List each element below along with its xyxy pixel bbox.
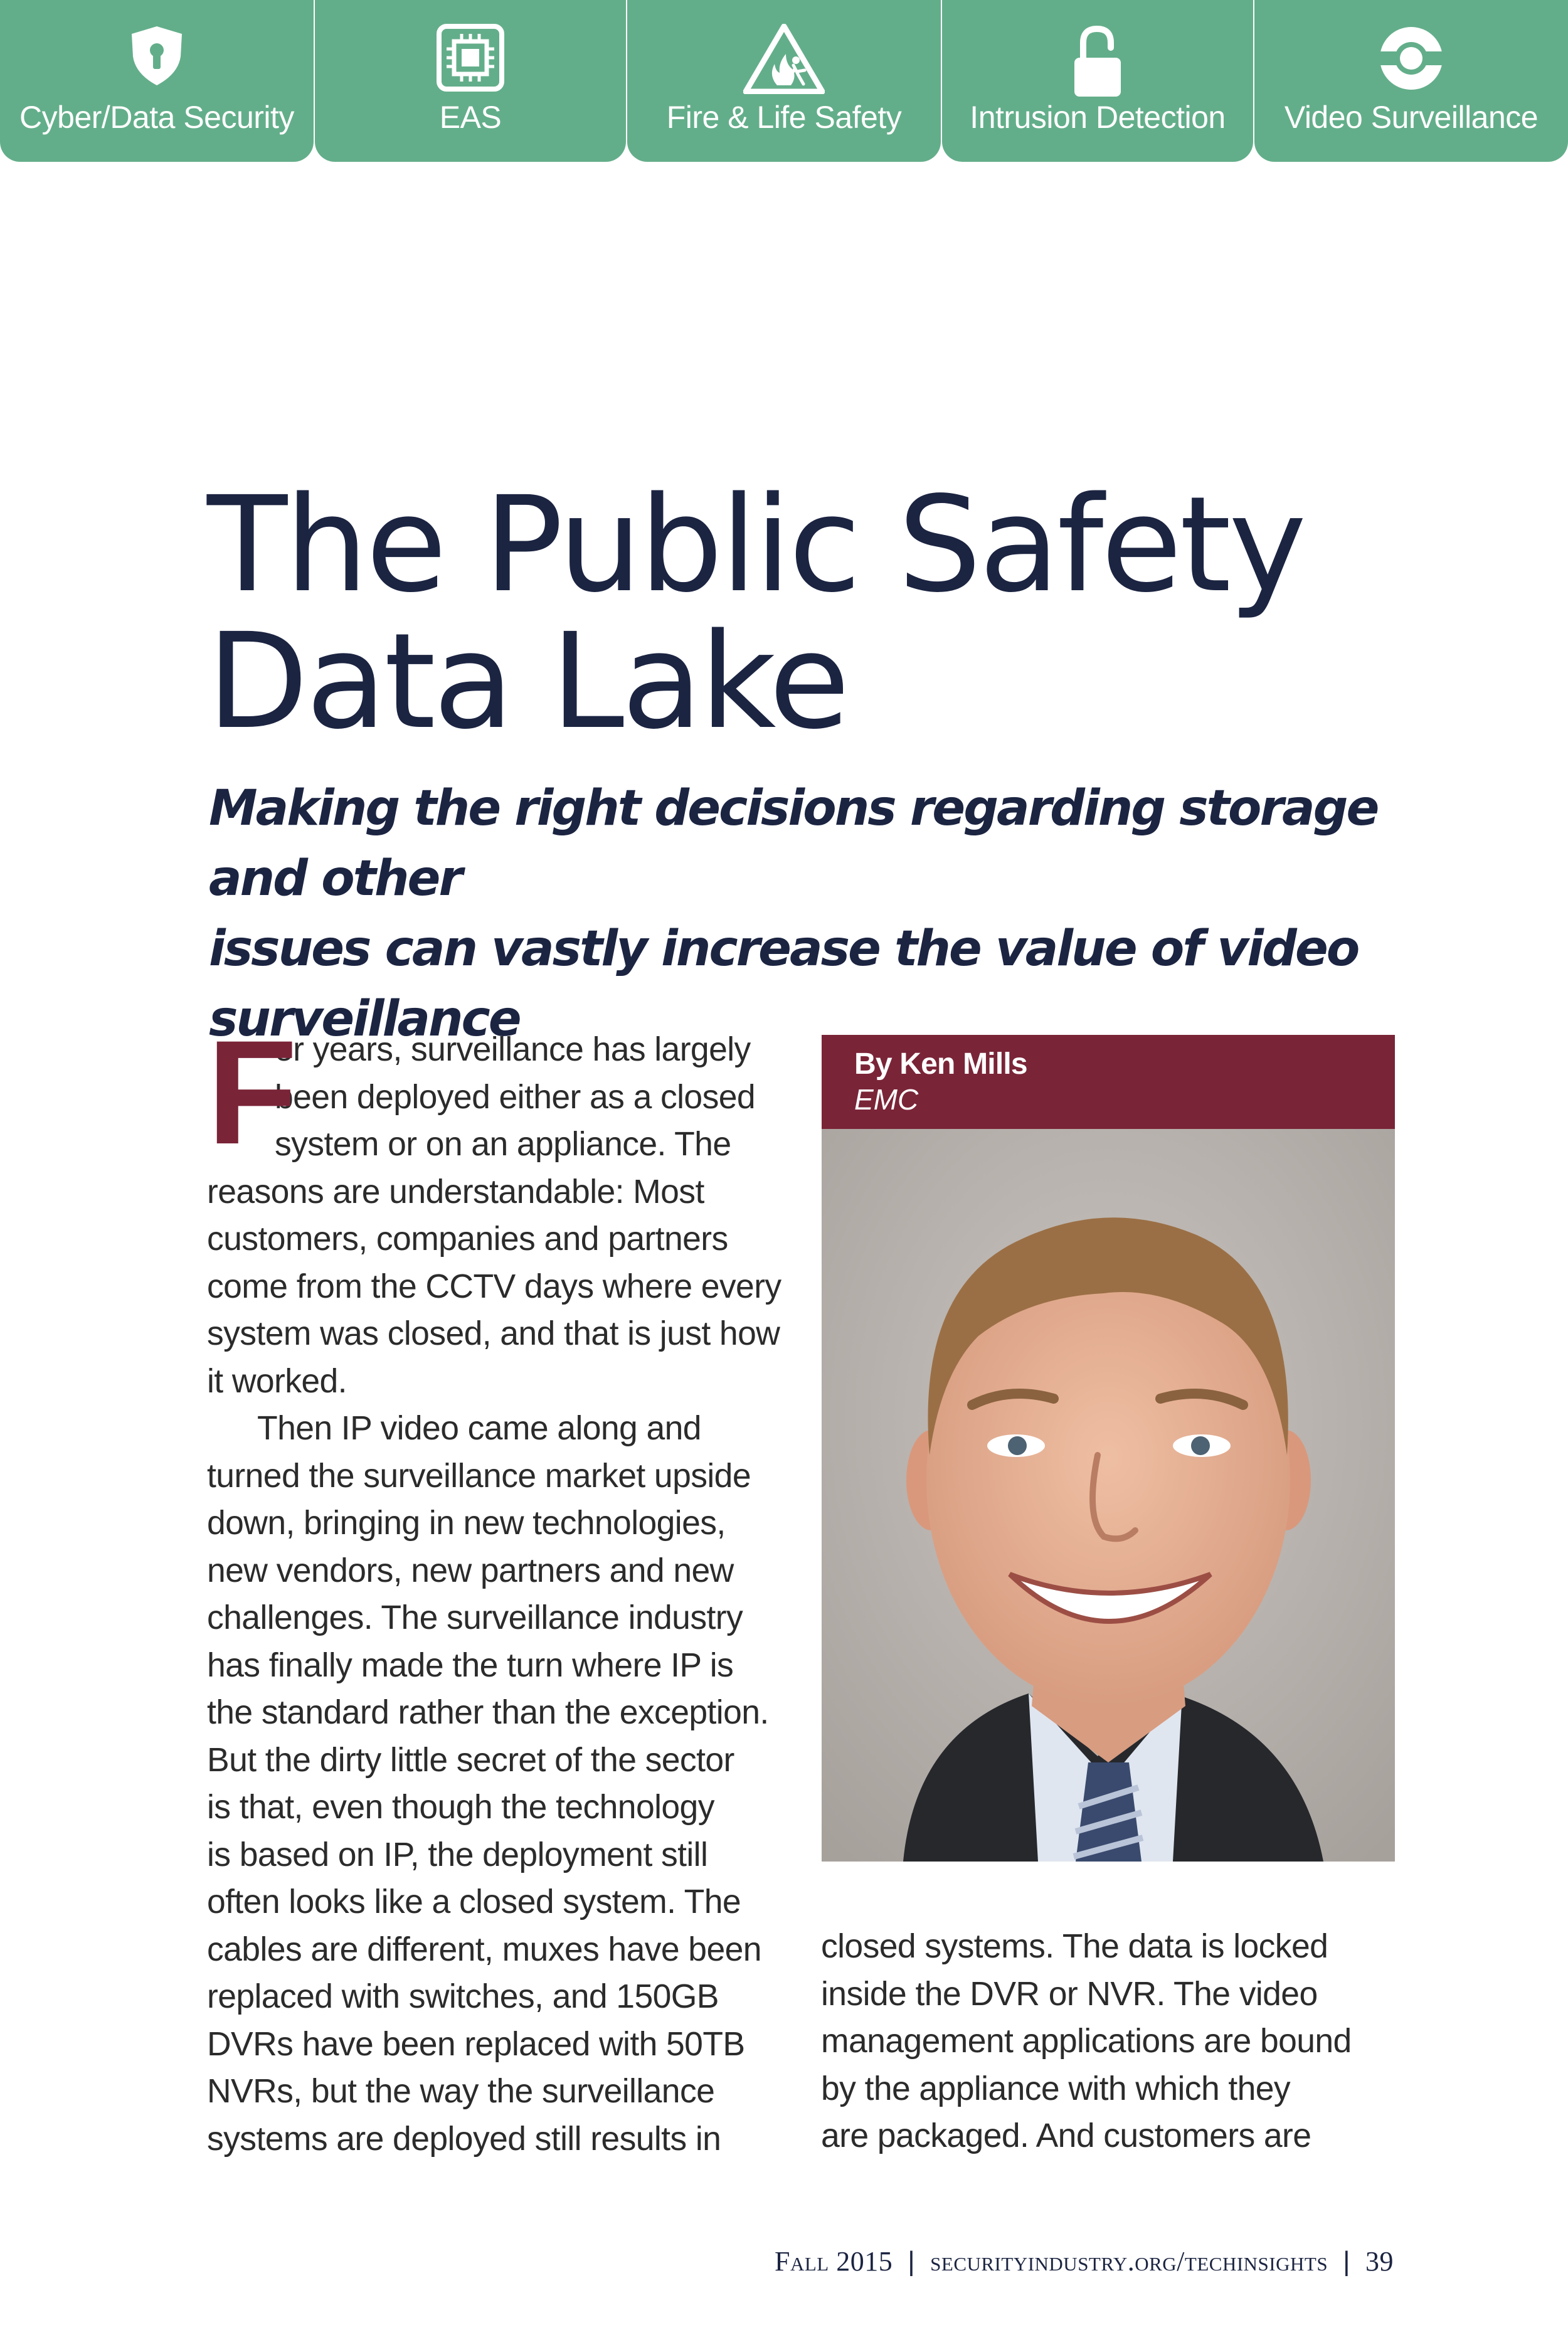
tab-label: Video Surveillance [1284, 100, 1539, 135]
tab-label: Fire & Life Safety [666, 100, 902, 135]
text-line: DVRs have been replaced with 50TB [207, 2025, 745, 2063]
paragraph-1 [207, 1010, 784, 1405]
article-title [207, 468, 1399, 758]
text-line: But the dirty little secret of the sector [207, 1741, 734, 1779]
chip-icon [315, 24, 626, 92]
tab-eas[interactable] [315, 0, 626, 162]
text-line: customers, companies and partners [207, 1221, 728, 1258]
title-line-2: Data Lake [207, 605, 848, 758]
text-line: challenges. The surveillance industry [207, 1599, 743, 1636]
unlocked-padlock-icon [942, 24, 1253, 99]
text-line: reasons are understandable: Most [207, 1173, 704, 1210]
text-line: the standard rather than the exception. [207, 1694, 769, 1731]
text-line: is based on IP, the deployment still [207, 1836, 708, 1873]
tab-cyber-data-security[interactable] [0, 0, 314, 162]
text-line: are packaged. And customers are [821, 2117, 1311, 2154]
byline-box [822, 1035, 1395, 1129]
text-line: often looks like a closed system. The [207, 1883, 741, 1920]
text-line: inside the DVR or NVR. The video [821, 1975, 1318, 2013]
tab-fire-life-safety[interactable] [627, 0, 941, 162]
text-line: by the appliance with which they [821, 2070, 1291, 2107]
text-line: is that, even though the technology [207, 1789, 714, 1826]
page-footer [0, 2245, 1394, 2277]
category-tab-bar [0, 0, 1568, 164]
article-subtitle [209, 773, 1401, 1054]
body-column-left [207, 1010, 784, 2163]
text-line: management applications are bound [821, 2023, 1352, 2060]
text-line: systems are deployed still results in [207, 2120, 721, 2158]
text-line: it worked. [207, 1362, 347, 1400]
text-line: cables are different, muxes have been [207, 1931, 761, 1968]
website-link[interactable]: securityindustry.org/techinsights [930, 2246, 1328, 2277]
tab-label: EAS [439, 100, 502, 135]
text-line: has finally made the turn where IP is [207, 1646, 734, 1684]
text-line: closed systems. The data is locked [821, 1928, 1328, 1965]
camera-eye-icon [1254, 24, 1568, 93]
footer-divider: | [908, 2246, 916, 2277]
footer-divider: | [1343, 2246, 1350, 2277]
text-line: come from the CCTV days where every [207, 1268, 781, 1305]
text-line: or years, surveillance has largely [275, 1031, 751, 1068]
text-line: system or on an appliance. The [275, 1126, 731, 1163]
drop-cap: F [207, 1010, 297, 1175]
fire-exit-icon [627, 24, 941, 94]
text-line: turned the surveillance market upside [207, 1457, 751, 1495]
author-portrait-photo [822, 1129, 1395, 1862]
shield-lock-icon [0, 24, 314, 87]
subtitle-line-2: issues can vastly increase the value of video surveillance [209, 921, 1359, 1047]
text-line: replaced with switches, and 150GB [207, 1978, 719, 2015]
text-line: system was closed, and that is just how [207, 1315, 780, 1352]
tab-intrusion-detection[interactable] [942, 0, 1253, 162]
text-line: been deployed either as a closed [275, 1078, 756, 1116]
page-number: 39 [1365, 2246, 1394, 2277]
body-column-right [821, 1923, 1398, 2160]
paragraph-2 [207, 1405, 784, 2163]
author-company: EMC [854, 1083, 919, 1116]
author-name: By Ken Mills [854, 1047, 1027, 1081]
issue-date: Fall 2015 [774, 2246, 893, 2277]
text-line: down, bringing in new technologies, [207, 1505, 726, 1542]
tab-label: Cyber/Data Security [19, 100, 294, 135]
paragraph-3 [821, 1923, 1398, 2160]
text-line: new vendors, new partners and new [207, 1552, 734, 1589]
subtitle-line-1: Making the right decisions regarding storage and other [209, 780, 1378, 907]
text-line: NVRs, but the way the surveillance [207, 2073, 715, 2110]
title-line-1: The Public Safety [207, 468, 1305, 622]
tab-video-surveillance[interactable] [1254, 0, 1568, 162]
tab-label: Intrusion Detection [970, 100, 1226, 135]
text-line: Then IP video came along and [257, 1410, 701, 1447]
